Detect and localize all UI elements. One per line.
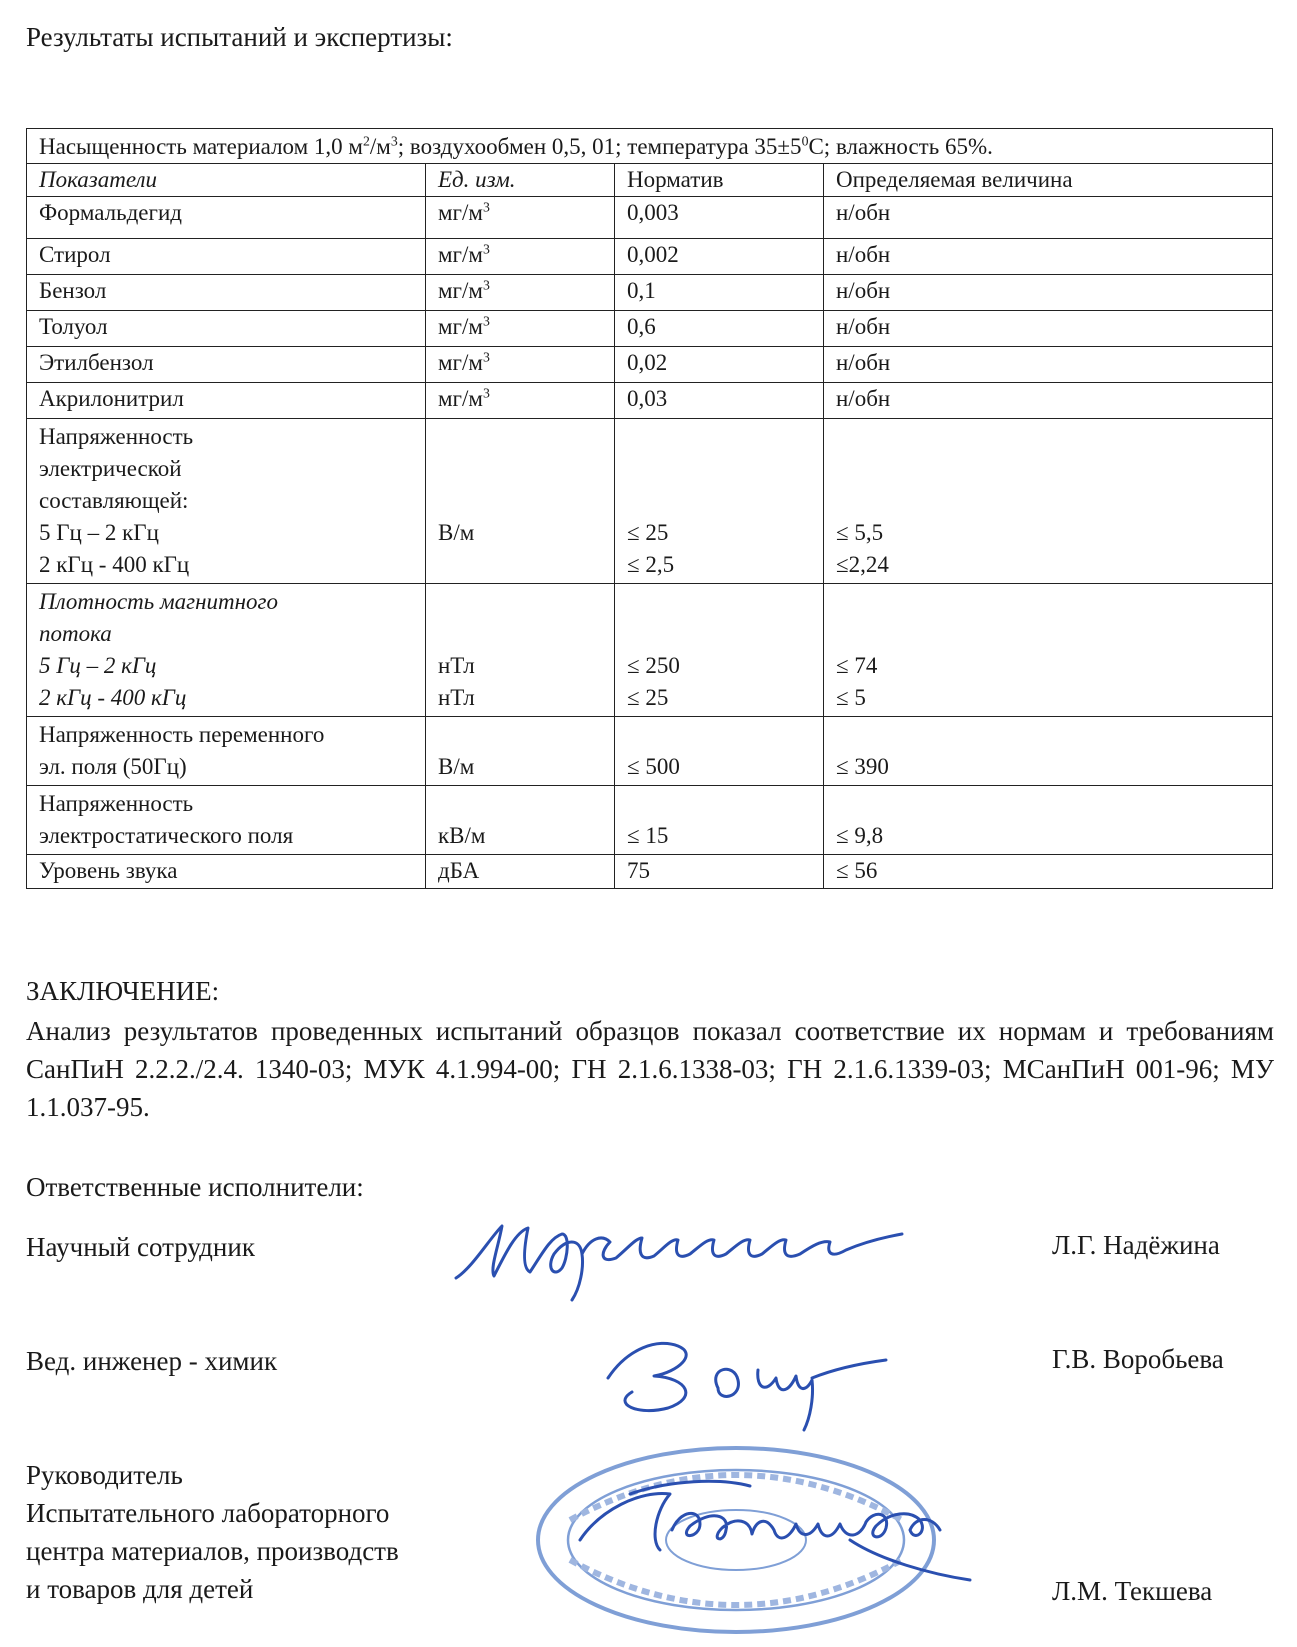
row-name: Плотность магнитного потока 5 Гц – 2 кГц 2 кГц - 400 кГц bbox=[27, 584, 426, 717]
row-name: Напряженность переменного эл. поля (50Гц) bbox=[27, 717, 426, 786]
name-teksheva: Л.М. Текшева bbox=[1052, 1576, 1213, 1606]
table-row bbox=[27, 197, 1273, 239]
signature-vorobyeva bbox=[598, 1318, 898, 1438]
table-row bbox=[27, 855, 1273, 889]
row-name: Толуол bbox=[27, 311, 426, 347]
conclusion-text: Анализ результатов проведенных испытаний образцов показал соответствие их нормам и требованиям СанПиН 2.2.2./2.4. 1340-03; МУК 4.1.994-00; ГН 2.1.6.1338-03; ГН 2.1.6.1339-03; МСанПиН 001-96; МУ 1.1.037-95. bbox=[26, 1016, 1274, 1122]
name-nadezhina: Л.Г. Надёжина bbox=[1052, 1230, 1220, 1260]
row-name: Напряженность электростатического поля bbox=[27, 786, 426, 855]
row-measured: ≤ 390 bbox=[824, 717, 1273, 786]
table-row bbox=[27, 584, 1273, 717]
row-name: Формальдегид bbox=[27, 197, 426, 239]
row-unit: В/м bbox=[426, 717, 615, 786]
name-vorobyeva: Г.В. Воробьева bbox=[1052, 1344, 1224, 1374]
row-measured: н/обн bbox=[824, 347, 1273, 383]
row-unit: кВ/м bbox=[426, 786, 615, 855]
row-norm: 0,6 bbox=[615, 311, 824, 347]
conclusion-title: ЗАКЛЮЧЕНИЕ: bbox=[26, 976, 220, 1006]
row-measured: н/обн bbox=[824, 197, 1273, 239]
row-measured: н/обн bbox=[824, 275, 1273, 311]
role-scientist: Научный сотрудник bbox=[26, 1232, 255, 1262]
table-row bbox=[27, 383, 1273, 419]
row-norm: ≤ 25 ≤ 2,5 bbox=[615, 419, 824, 584]
row-name: Уровень звука bbox=[27, 855, 426, 889]
row-norm: ≤ 15 bbox=[615, 786, 824, 855]
header-row bbox=[27, 164, 1273, 197]
results-table bbox=[26, 128, 1273, 889]
row-norm: 0,02 bbox=[615, 347, 824, 383]
row-name: Бензол bbox=[27, 275, 426, 311]
header-measured: Определяемая величина bbox=[824, 164, 1273, 197]
row-name: Акрилонитрил bbox=[27, 383, 426, 419]
row-norm: ≤ 500 bbox=[615, 717, 824, 786]
row-norm: 75 bbox=[615, 855, 824, 889]
row-measured: н/обн bbox=[824, 239, 1273, 275]
responsible-label: Ответственные исполнители: bbox=[26, 1172, 364, 1202]
signature-nadezhina bbox=[450, 1198, 910, 1308]
row-name: Напряженность электрической составляющей: 5 Гц – 2 кГц 2 кГц - 400 кГц bbox=[27, 419, 426, 584]
row-unit: $мг/м^3$ bbox=[426, 197, 615, 239]
role-engineer: Вед. инженер - химик bbox=[26, 1346, 278, 1376]
row-unit: $мг/м^3$ bbox=[426, 275, 615, 311]
row-measured: ≤ 74 ≤ 5 bbox=[824, 584, 1273, 717]
row-name: Стирол bbox=[27, 239, 426, 275]
table-row bbox=[27, 786, 1273, 855]
conditions-cell: Насыщенность материалом 1,0 $м^2/м^3$; воздухообмен 0,5, 01; температура $35\pm 5^0С$; влажность 65%. bbox=[27, 129, 1273, 164]
conditions-row bbox=[27, 129, 1273, 164]
header-norm: Норматив bbox=[615, 164, 824, 197]
page-heading: Результаты испытаний и экспертизы: bbox=[26, 22, 453, 52]
row-name: Этилбензол bbox=[27, 347, 426, 383]
signature-teksheva bbox=[560, 1450, 980, 1610]
row-norm: ≤ 250 ≤ 25 bbox=[615, 584, 824, 717]
table-row bbox=[27, 275, 1273, 311]
row-unit: $мг/м^3$ bbox=[426, 239, 615, 275]
row-measured: н/обн bbox=[824, 311, 1273, 347]
table-row bbox=[27, 419, 1273, 584]
row-norm: 0,1 bbox=[615, 275, 824, 311]
table-row bbox=[27, 311, 1273, 347]
header-unit: Ед. изм. bbox=[426, 164, 615, 197]
header-indicator: Показатели bbox=[27, 164, 426, 197]
row-measured: ≤ 56 bbox=[824, 855, 1273, 889]
role-head: Руководитель Испытательного лабораторного центра материалов, производств и товаров для детей bbox=[26, 1460, 399, 1604]
row-unit: В/м bbox=[426, 419, 615, 584]
row-norm: 0,03 bbox=[615, 383, 824, 419]
row-norm: 0,003 bbox=[615, 197, 824, 239]
table-row bbox=[27, 717, 1273, 786]
row-measured: ≤ 5,5 ≤2,24 bbox=[824, 419, 1273, 584]
row-unit: нТл нТл bbox=[426, 584, 615, 717]
row-measured: ≤ 9,8 bbox=[824, 786, 1273, 855]
row-unit: $мг/м^3$ bbox=[426, 347, 615, 383]
table-row bbox=[27, 239, 1273, 275]
row-unit: дБА bbox=[426, 855, 615, 889]
row-measured: н/обн bbox=[824, 383, 1273, 419]
row-norm: 0,002 bbox=[615, 239, 824, 275]
table-row bbox=[27, 347, 1273, 383]
row-unit: $мг/м^3$ bbox=[426, 383, 615, 419]
row-unit: $мг/м^3$ bbox=[426, 311, 615, 347]
